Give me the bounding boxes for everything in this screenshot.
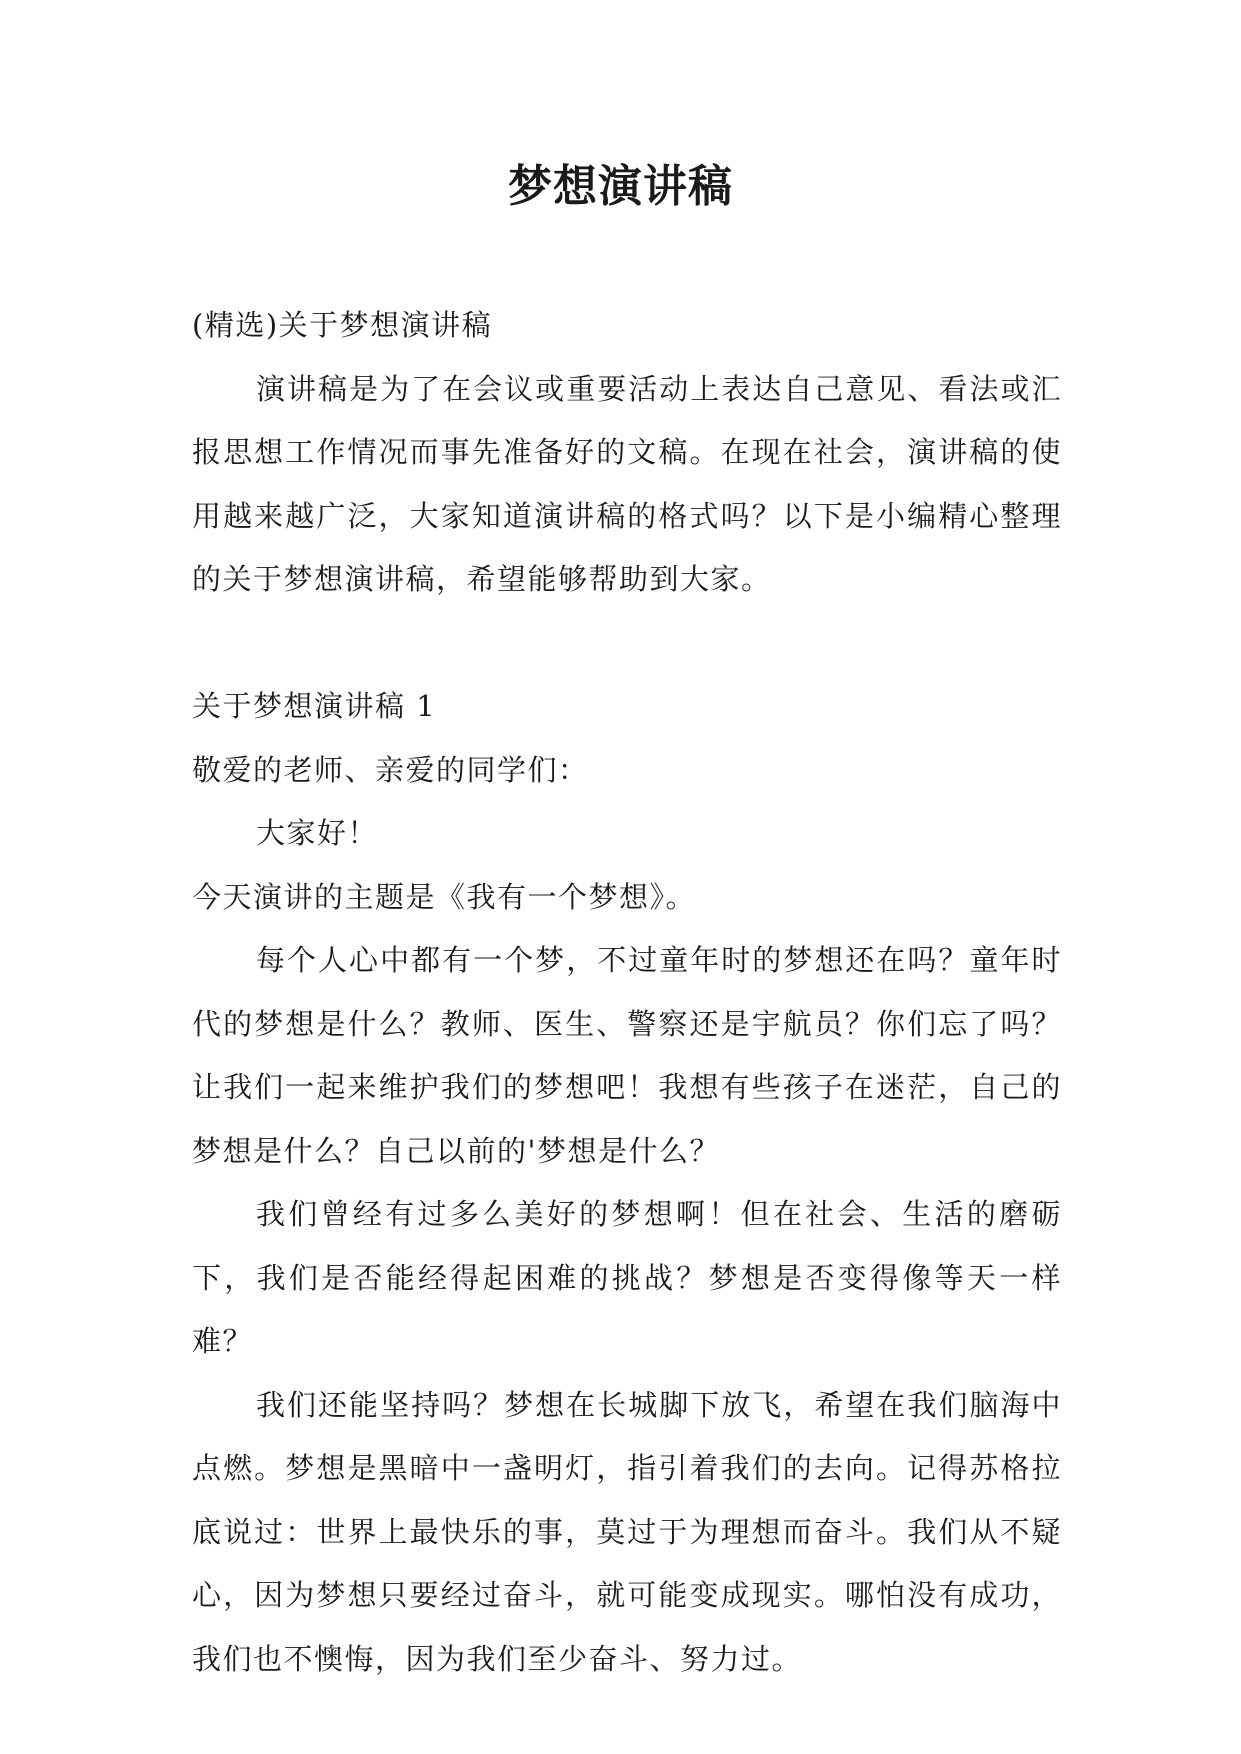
section-spacer	[192, 612, 1062, 676]
document-body	[192, 294, 1062, 1691]
body-paragraph: 我们还能坚持吗？梦想在长城脚下放飞，希望在我们脑海中点燃。梦想是黑暗中一盏明灯，指引着我们的去向。记得苏格拉底说过：世界上最快乐的事，莫过于为理想而奋斗。我们从不疑心，因为梦想只要经过奋斗，就可能变成现实。哪怕没有成功，我们也不懊悔，因为我们至少奋斗、努力过。	[192, 1387, 1062, 1676]
body-paragraph: 每个人心中都有一个梦，不过童年时的梦想还在吗？童年时代的梦想是什么？教师、医生、警察还是宇航员？你们忘了吗？让我们一起来维护我们的梦想吧！我想有些孩子在迷茫，自己的梦想是什么？自己以前的'梦想是什么？	[192, 943, 1062, 1168]
body-paragraph: 我们曾经有过多么美好的梦想啊！但在社会、生活的磨砺下，我们是否能经得起困难的挑战？梦想是否变得像等天一样难？	[192, 1197, 1062, 1358]
intro-paragraph: 演讲稿是为了在会议或重要活动上表达自己意见、看法或汇报思想工作情况而事先准备好的文稿。在现在社会，演讲稿的使用越来越广泛，大家知道演讲稿的格式吗？以下是小编精心整理的关于梦想演讲稿，希望能够帮助到大家。	[192, 371, 1062, 596]
section-heading: 关于梦想演讲稿 1	[192, 689, 437, 723]
topic-line: 今天演讲的主题是《我有一个梦想》。	[192, 879, 697, 914]
document-subtitle: (精选)关于梦想演讲稿	[192, 308, 493, 342]
document-title: 梦想演讲稿	[508, 161, 733, 212]
greeting: 大家好！	[256, 816, 379, 850]
salutation: 敬爱的老师、亲爱的同学们：	[192, 752, 589, 787]
